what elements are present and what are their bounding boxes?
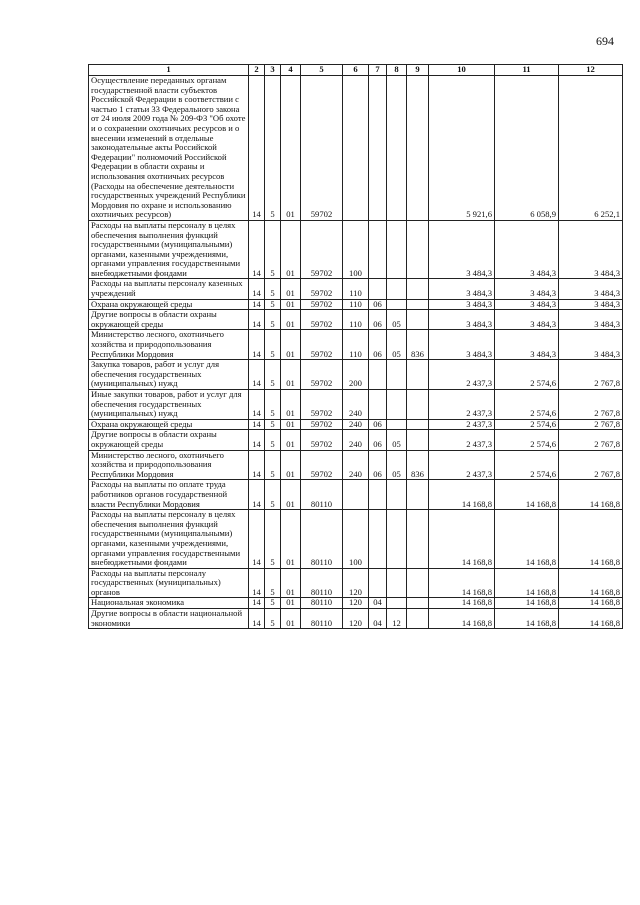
cell-amount-year-1: 3 484,3 [429, 279, 495, 299]
column-header: 4 [281, 65, 301, 76]
table-row [89, 419, 623, 430]
cell-code-4: 01 [281, 310, 301, 330]
cell-ministry-code [407, 299, 429, 310]
cell-amount-year-2: 2 574,6 [495, 360, 559, 390]
cell-ministry-code [407, 609, 429, 629]
cell-amount-year-3: 14 168,8 [559, 510, 623, 569]
cell-target-article: 80110 [301, 609, 343, 629]
cell-code-2: 14 [249, 390, 265, 420]
cell-section [369, 76, 387, 221]
cell-ministry-code [407, 419, 429, 430]
table-row [89, 310, 623, 330]
cell-target-article: 80110 [301, 510, 343, 569]
column-header: 11 [495, 65, 559, 76]
cell-row-name: Расходы на выплаты персоналу казенных учреждений [89, 279, 249, 299]
cell-ministry-code [407, 430, 429, 450]
cell-expense-type: 110 [343, 310, 369, 330]
cell-target-article: 59702 [301, 76, 343, 221]
cell-amount-year-3: 3 484,3 [559, 279, 623, 299]
cell-section: 04 [369, 609, 387, 629]
column-header: 6 [343, 65, 369, 76]
cell-code-4: 01 [281, 330, 301, 360]
cell-amount-year-1: 2 437,3 [429, 360, 495, 390]
cell-code-4: 01 [281, 598, 301, 609]
cell-subsection [387, 598, 407, 609]
cell-amount-year-1: 14 168,8 [429, 609, 495, 629]
cell-expense-type: 120 [343, 598, 369, 609]
column-header: 10 [429, 65, 495, 76]
cell-section [369, 568, 387, 598]
table-row [89, 598, 623, 609]
cell-amount-year-2: 2 574,6 [495, 419, 559, 430]
cell-code-3: 5 [265, 330, 281, 360]
cell-code-2: 14 [249, 609, 265, 629]
cell-row-name: Охрана окружающей среды [89, 299, 249, 310]
cell-code-4: 01 [281, 568, 301, 598]
cell-code-3: 5 [265, 510, 281, 569]
cell-code-2: 14 [249, 310, 265, 330]
cell-ministry-code: 836 [407, 450, 429, 480]
cell-subsection [387, 360, 407, 390]
cell-subsection [387, 510, 407, 569]
cell-amount-year-2: 14 168,8 [495, 609, 559, 629]
table-row [89, 220, 623, 279]
cell-amount-year-3: 3 484,3 [559, 330, 623, 360]
cell-section [369, 220, 387, 279]
cell-subsection: 05 [387, 330, 407, 360]
cell-row-name: Закупка товаров, работ и услуг для обеспечения государственных (муниципальных) нужд [89, 360, 249, 390]
cell-amount-year-3: 14 168,8 [559, 568, 623, 598]
cell-amount-year-2: 2 574,6 [495, 390, 559, 420]
cell-row-name: Осуществление переданных органам государственной власти субъектов Российской Федерации в соответствии с частью 1 статьи 33 Федерального закона от 24 июля 2009 года № 209-ФЗ "Об охоте и о сохранении охотничьих ресурсов и о внесении изменений в отдельные законодательные акты Российской Федерации" полномочий Российской Федерации в области охраны и использования охотничьих ресурсов (Расходы на обеспечение деятельности государственных учреждений Республики Мордовия по охране и использованию охотничьих ресурсов) [89, 76, 249, 221]
cell-amount-year-2: 3 484,3 [495, 220, 559, 279]
cell-amount-year-2: 14 168,8 [495, 598, 559, 609]
cell-amount-year-1: 14 168,8 [429, 598, 495, 609]
cell-section: 06 [369, 310, 387, 330]
cell-code-2: 14 [249, 450, 265, 480]
cell-code-3: 5 [265, 430, 281, 450]
table-row [89, 330, 623, 360]
column-header: 8 [387, 65, 407, 76]
cell-code-2: 14 [249, 430, 265, 450]
cell-code-3: 5 [265, 598, 281, 609]
cell-expense-type: 100 [343, 510, 369, 569]
cell-ministry-code [407, 598, 429, 609]
cell-row-name: Министерство лесного, охотничьего хозяйства и природопользования Республики Мордовия [89, 330, 249, 360]
cell-row-name: Министерство лесного, охотничьего хозяйства и природопользования Республики Мордовия [89, 450, 249, 480]
cell-expense-type: 120 [343, 568, 369, 598]
cell-section: 06 [369, 299, 387, 310]
table-row [89, 360, 623, 390]
cell-code-3: 5 [265, 76, 281, 221]
cell-code-4: 01 [281, 299, 301, 310]
cell-expense-type: 110 [343, 279, 369, 299]
table-row [89, 76, 623, 221]
cell-code-4: 01 [281, 609, 301, 629]
cell-expense-type: 200 [343, 360, 369, 390]
cell-amount-year-2: 6 058,9 [495, 76, 559, 221]
table-row [89, 480, 623, 510]
cell-subsection: 05 [387, 450, 407, 480]
cell-subsection [387, 480, 407, 510]
cell-row-name: Иные закупки товаров, работ и услуг для обеспечения государственных (муниципальных) нужд [89, 390, 249, 420]
cell-section [369, 279, 387, 299]
cell-code-3: 5 [265, 419, 281, 430]
cell-amount-year-3: 6 252,1 [559, 76, 623, 221]
cell-code-2: 14 [249, 299, 265, 310]
cell-section [369, 480, 387, 510]
cell-ministry-code: 836 [407, 330, 429, 360]
cell-target-article: 80110 [301, 480, 343, 510]
column-header: 7 [369, 65, 387, 76]
cell-amount-year-1: 2 437,3 [429, 390, 495, 420]
table-body [89, 76, 623, 629]
cell-amount-year-1: 3 484,3 [429, 299, 495, 310]
cell-amount-year-2: 14 168,8 [495, 480, 559, 510]
table-row [89, 609, 623, 629]
cell-ministry-code [407, 310, 429, 330]
cell-section [369, 510, 387, 569]
column-header: 1 [89, 65, 249, 76]
cell-section: 06 [369, 450, 387, 480]
table-header [89, 65, 623, 76]
cell-ministry-code [407, 390, 429, 420]
budget-table [88, 64, 623, 629]
cell-row-name: Охрана окружающей среды [89, 419, 249, 430]
cell-code-3: 5 [265, 450, 281, 480]
cell-target-article: 59702 [301, 279, 343, 299]
cell-expense-type [343, 480, 369, 510]
cell-target-article: 80110 [301, 598, 343, 609]
cell-expense-type: 120 [343, 609, 369, 629]
cell-ministry-code [407, 220, 429, 279]
cell-target-article: 59702 [301, 450, 343, 480]
cell-amount-year-1: 14 168,8 [429, 480, 495, 510]
cell-amount-year-1: 5 921,6 [429, 76, 495, 221]
column-header: 5 [301, 65, 343, 76]
cell-code-2: 14 [249, 330, 265, 360]
cell-code-4: 01 [281, 390, 301, 420]
cell-amount-year-1: 2 437,3 [429, 430, 495, 450]
cell-expense-type: 110 [343, 299, 369, 310]
cell-code-3: 5 [265, 609, 281, 629]
cell-section [369, 390, 387, 420]
cell-amount-year-1: 2 437,3 [429, 419, 495, 430]
cell-subsection [387, 220, 407, 279]
cell-code-3: 5 [265, 279, 281, 299]
column-header: 9 [407, 65, 429, 76]
cell-amount-year-3: 14 168,8 [559, 609, 623, 629]
cell-row-name: Расходы на выплаты персоналу в целях обеспечения выполнения функций государственными (муниципальными) органами, казенными учреждениями, органами управления государственными внебюджетными фондами [89, 220, 249, 279]
cell-code-4: 01 [281, 419, 301, 430]
cell-target-article: 59702 [301, 360, 343, 390]
cell-amount-year-3: 3 484,3 [559, 310, 623, 330]
table-row [89, 450, 623, 480]
cell-code-2: 14 [249, 568, 265, 598]
cell-target-article: 59702 [301, 419, 343, 430]
cell-ministry-code [407, 76, 429, 221]
table-row [89, 568, 623, 598]
cell-amount-year-2: 2 574,6 [495, 430, 559, 450]
cell-amount-year-2: 3 484,3 [495, 279, 559, 299]
cell-expense-type: 100 [343, 220, 369, 279]
cell-expense-type: 240 [343, 430, 369, 450]
cell-ministry-code [407, 360, 429, 390]
cell-code-2: 14 [249, 360, 265, 390]
table-row [89, 510, 623, 569]
cell-ministry-code [407, 568, 429, 598]
cell-code-4: 01 [281, 279, 301, 299]
cell-amount-year-3: 2 767,8 [559, 390, 623, 420]
column-header: 2 [249, 65, 265, 76]
cell-target-article: 59702 [301, 330, 343, 360]
cell-amount-year-1: 14 168,8 [429, 568, 495, 598]
cell-code-3: 5 [265, 299, 281, 310]
cell-code-2: 14 [249, 76, 265, 221]
table-row [89, 299, 623, 310]
cell-target-article: 59702 [301, 299, 343, 310]
cell-amount-year-1: 3 484,3 [429, 330, 495, 360]
cell-section [369, 360, 387, 390]
cell-section: 04 [369, 598, 387, 609]
cell-row-name: Другие вопросы в области охраны окружающей среды [89, 430, 249, 450]
cell-subsection [387, 390, 407, 420]
cell-expense-type: 240 [343, 390, 369, 420]
cell-amount-year-3: 3 484,3 [559, 299, 623, 310]
cell-ministry-code [407, 510, 429, 569]
cell-code-4: 01 [281, 76, 301, 221]
cell-row-name: Другие вопросы в области охраны окружающей среды [89, 310, 249, 330]
cell-subsection: 05 [387, 310, 407, 330]
cell-expense-type [343, 76, 369, 221]
cell-amount-year-3: 2 767,8 [559, 430, 623, 450]
cell-code-4: 01 [281, 430, 301, 450]
cell-section: 06 [369, 419, 387, 430]
cell-row-name: Расходы на выплаты персоналу в целях обеспечения выполнения функций государственными (муниципальными) органами, казенными учреждениями, органами управления государственными внебюджетными фондами [89, 510, 249, 569]
cell-amount-year-3: 14 168,8 [559, 598, 623, 609]
cell-amount-year-2: 3 484,3 [495, 330, 559, 360]
cell-code-3: 5 [265, 310, 281, 330]
cell-subsection [387, 419, 407, 430]
cell-section: 06 [369, 330, 387, 360]
cell-subsection: 12 [387, 609, 407, 629]
cell-code-2: 14 [249, 279, 265, 299]
cell-row-name: Национальная экономика [89, 598, 249, 609]
cell-code-4: 01 [281, 450, 301, 480]
table-row [89, 390, 623, 420]
cell-code-2: 14 [249, 510, 265, 569]
cell-amount-year-1: 3 484,3 [429, 220, 495, 279]
cell-code-3: 5 [265, 480, 281, 510]
cell-code-4: 01 [281, 220, 301, 279]
cell-amount-year-3: 3 484,3 [559, 220, 623, 279]
column-header: 3 [265, 65, 281, 76]
cell-code-2: 14 [249, 598, 265, 609]
cell-target-article: 59702 [301, 220, 343, 279]
cell-amount-year-2: 3 484,3 [495, 310, 559, 330]
cell-ministry-code [407, 480, 429, 510]
cell-subsection [387, 279, 407, 299]
cell-target-article: 59702 [301, 310, 343, 330]
cell-subsection: 05 [387, 430, 407, 450]
cell-code-3: 5 [265, 220, 281, 279]
cell-code-3: 5 [265, 390, 281, 420]
cell-target-article: 59702 [301, 390, 343, 420]
cell-expense-type: 110 [343, 330, 369, 360]
cell-amount-year-1: 14 168,8 [429, 510, 495, 569]
header-row [89, 65, 623, 76]
column-header: 12 [559, 65, 623, 76]
cell-code-4: 01 [281, 510, 301, 569]
cell-subsection [387, 299, 407, 310]
cell-code-2: 14 [249, 220, 265, 279]
cell-amount-year-2: 14 168,8 [495, 568, 559, 598]
cell-row-name: Другие вопросы в области национальной экономики [89, 609, 249, 629]
cell-amount-year-3: 2 767,8 [559, 450, 623, 480]
cell-subsection [387, 76, 407, 221]
cell-target-article: 80110 [301, 568, 343, 598]
cell-expense-type: 240 [343, 450, 369, 480]
cell-code-4: 01 [281, 480, 301, 510]
cell-section: 06 [369, 430, 387, 450]
cell-expense-type: 240 [343, 419, 369, 430]
cell-code-3: 5 [265, 360, 281, 390]
cell-target-article: 59702 [301, 430, 343, 450]
cell-amount-year-1: 2 437,3 [429, 450, 495, 480]
cell-code-2: 14 [249, 419, 265, 430]
cell-ministry-code [407, 279, 429, 299]
cell-amount-year-1: 3 484,3 [429, 310, 495, 330]
cell-code-3: 5 [265, 568, 281, 598]
cell-amount-year-3: 14 168,8 [559, 480, 623, 510]
cell-amount-year-2: 2 574,6 [495, 450, 559, 480]
cell-code-2: 14 [249, 480, 265, 510]
cell-code-4: 01 [281, 360, 301, 390]
table-row [89, 279, 623, 299]
cell-row-name: Расходы на выплаты по оплате труда работников органов государственной власти Республики Мордовия [89, 480, 249, 510]
cell-amount-year-2: 3 484,3 [495, 299, 559, 310]
table-row [89, 430, 623, 450]
cell-row-name: Расходы на выплаты персоналу государственных (муниципальных) органов [89, 568, 249, 598]
cell-amount-year-3: 2 767,8 [559, 419, 623, 430]
cell-amount-year-2: 14 168,8 [495, 510, 559, 569]
page-number: 694 [596, 34, 614, 48]
cell-amount-year-3: 2 767,8 [559, 360, 623, 390]
cell-subsection [387, 568, 407, 598]
